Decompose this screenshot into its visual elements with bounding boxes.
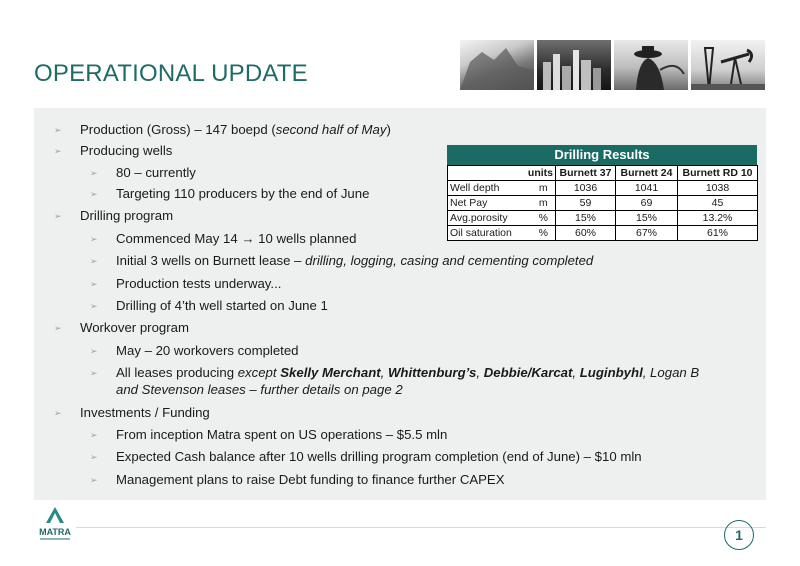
- bullet-text: [80, 320, 189, 336]
- arrow-bullet-icon: ➢: [54, 408, 62, 418]
- text-run: 80 – currently: [116, 165, 196, 180]
- bullet-text: [116, 186, 369, 202]
- text-run: Debbie/Karcat: [483, 365, 573, 380]
- arrow-bullet-icon: ➢: [90, 346, 98, 356]
- table-cell: 15%: [616, 211, 678, 226]
- text-run: ,: [380, 365, 388, 380]
- text-run: Drilling program: [80, 208, 174, 223]
- text-run: Investments / Funding: [80, 405, 210, 420]
- text-run: May – 20 workovers completed: [116, 343, 299, 358]
- arrow-bullet-icon: ➢: [90, 430, 98, 440]
- column-header: Burnett RD 10: [678, 166, 758, 181]
- text-run: Skelly Merchant: [280, 365, 381, 380]
- table-header-row: [448, 166, 758, 181]
- table-cell: 59: [556, 196, 616, 211]
- table-row: [448, 211, 758, 226]
- bullet-text: [116, 449, 642, 465]
- text-run: Production tests underway...: [116, 276, 282, 291]
- text-run: Management plans to raise Debt funding to finance further CAPEX: [116, 472, 505, 487]
- text-run: Producing wells: [80, 143, 173, 158]
- page-title: OPERATIONAL UPDATE: [34, 60, 308, 87]
- table-cell: m: [532, 196, 556, 211]
- table-cell: 60%: [556, 226, 616, 241]
- bullet-text: [116, 165, 196, 181]
- text-run: Production (Gross) – 147 boepd (: [80, 122, 276, 137]
- table-cell: Avg.porosity: [448, 211, 532, 226]
- table-cell: Net Pay: [448, 196, 532, 211]
- text-run: , Logan B: [642, 365, 700, 380]
- bullet-text: [80, 143, 172, 159]
- arrow-bullet-icon: ➢: [90, 279, 98, 289]
- arrow-bullet-icon: ➢: [54, 323, 62, 333]
- arrow-bullet-icon: ➢: [54, 125, 62, 135]
- column-header: Burnett 37: [556, 166, 616, 181]
- drilling-results-table: [447, 145, 757, 241]
- text-run: and Stevenson leases – further details on page 2: [116, 382, 403, 397]
- header-photo-strip: [460, 40, 765, 90]
- arrow-bullet-icon: ➢: [90, 452, 98, 462]
- bullet-text: [116, 276, 281, 292]
- text-run: All leases producing: [116, 365, 238, 380]
- table-cell: Oil saturation: [448, 226, 532, 241]
- table-cell: %: [532, 211, 556, 226]
- text-run: Workover program: [80, 320, 189, 335]
- text-run: Commenced May 14 → 10 wells planned: [116, 231, 357, 246]
- table-cell: 67%: [616, 226, 678, 241]
- text-run: except: [237, 365, 281, 380]
- cowboy-photo: [614, 40, 688, 90]
- arrow-bullet-icon: ➢: [90, 475, 98, 485]
- bullet-text: [116, 365, 699, 381]
- table-cell: 1038: [678, 181, 758, 196]
- arrow-bullet-icon: ➢: [90, 368, 98, 378]
- bullet-text: [80, 405, 210, 421]
- table-cell: 1036: [556, 181, 616, 196]
- city-skyline-photo: [537, 40, 611, 90]
- bullet-text: [116, 253, 593, 269]
- table-title: Drilling Results: [447, 145, 757, 165]
- svg-text:MATRA: MATRA: [39, 527, 71, 537]
- bullet-text: [116, 472, 505, 488]
- bullet-text: [80, 122, 391, 138]
- arrow-bullet-icon: ➢: [54, 211, 62, 221]
- text-run: Whittenburg’s: [387, 365, 477, 380]
- table-cell: 69: [616, 196, 678, 211]
- bullet-text: [116, 231, 356, 247]
- bullet-text: [80, 208, 173, 224]
- arrow-bullet-icon: ➢: [90, 256, 98, 266]
- page-number: 1: [724, 520, 754, 550]
- arrow-bullet-icon: ➢: [90, 189, 98, 199]
- text-run: ,: [476, 365, 484, 380]
- text-run: Drilling of 4’th well started on June 1: [116, 298, 328, 313]
- text-run: ,: [572, 365, 580, 380]
- table-cell: %: [532, 226, 556, 241]
- text-run: Targeting 110 producers by the end of June: [116, 186, 370, 201]
- arrow-bullet-icon: ➢: [54, 146, 62, 156]
- bullet-text: [116, 298, 328, 314]
- table-row: [448, 196, 758, 211]
- bullet-text: [116, 427, 447, 443]
- table-cell: 45: [678, 196, 758, 211]
- table-cell: 61%: [678, 226, 758, 241]
- text-run: Expected Cash balance after 10 wells drilling program completion (end of June) – $10 mln: [116, 449, 642, 464]
- matra-logo: [34, 505, 76, 547]
- text-run: ): [386, 122, 391, 137]
- text-run: Initial 3 wells on Burnett lease –: [116, 253, 306, 268]
- text-run: Luginbyhl: [579, 365, 643, 380]
- table-cell: 1041: [616, 181, 678, 196]
- table-row: [448, 181, 758, 196]
- table-row: [448, 226, 758, 241]
- arrow-bullet-icon: ➢: [90, 234, 98, 244]
- text-run: From inception Matra spent on US operations – $5.5 mln: [116, 427, 448, 442]
- text-run: drilling, logging, casing and cementing completed: [305, 253, 594, 268]
- table-cell: Well depth: [448, 181, 532, 196]
- column-header: Burnett 24: [616, 166, 678, 181]
- mountain-photo: [460, 40, 534, 90]
- oil-pumpjack-photo: [691, 40, 765, 90]
- bullet-text: [116, 382, 403, 398]
- table-cell: 13.2%: [678, 211, 758, 226]
- table-cell: m: [532, 181, 556, 196]
- bullet-text: [116, 343, 299, 359]
- text-run: second half of May: [275, 122, 387, 137]
- column-header: units: [448, 166, 556, 181]
- arrow-bullet-icon: ➢: [90, 168, 98, 178]
- footer-divider: [76, 527, 766, 528]
- drilling-table: [447, 165, 758, 241]
- table-cell: 15%: [556, 211, 616, 226]
- arrow-bullet-icon: ➢: [90, 301, 98, 311]
